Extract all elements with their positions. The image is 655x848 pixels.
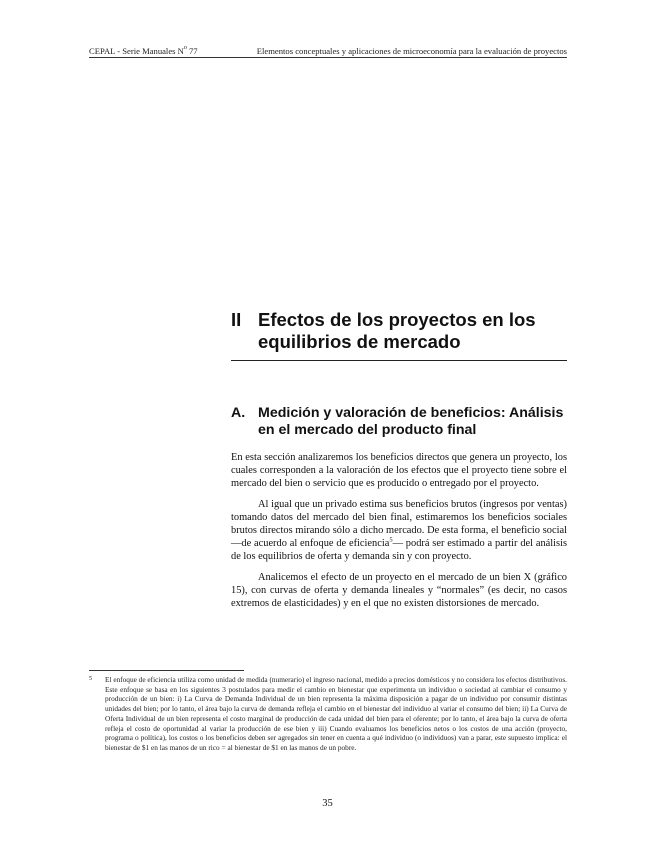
section-title: Medición y valoración de beneficios: Análisis en el mercado del producto final [258,405,564,438]
paragraph-3: Analicemos el efecto de un proyecto en el mercado de un bien X (gráfico 15), con curvas de oferta y demanda lineales y “normales” (es decir, no casos extremos de elasticidades) y en el que no existen distorsiones de mercado. [231,571,567,610]
footnote-divider [89,670,244,671]
section-letter: A. [231,405,246,421]
page-number: 35 [322,798,333,809]
header-book-title: Elementos conceptuales y aplicaciones de microeconomía para la evaluación de proyectos [256,46,567,56]
footnote-reference[interactable]: 5 [389,536,393,544]
header-series: CEPAL - Serie Manuales $N^o$ 77 [89,45,198,56]
paragraph-1: En esta sección analizaremos los beneficios directos que genera un proyecto, los cuales corresponden a la valoración de los efectos que el proyecto tiene sobre el mercado del bien o servicio que es producido o entregado por el proyecto. [231,452,567,490]
running-header [89,46,567,58]
chapter-title: Efectos de los proyectos en los equilibrios de mercado [258,309,536,352]
paragraph-2: Al igual que un privado estima sus beneficios brutos (ingresos por ventas) tomando datos del mercado del bien final, estimaremos los beneficios sociales brutos directos mirando sólo a dicho mercado. De esta forma, el beneficio social —de acuerdo al enfoque de eficiencia$^5$— podrá ser estimado a partir del análisis de los equilibrios de oferta y demanda sin y con proyecto. [231,498,567,563]
chapter-number: II [231,309,242,330]
footnote-text: El enfoque de eficiencia utiliza como unidad de medida (numerario) el ingreso nacional, medido a precios domésticos y no considera los efectos distributivos. Este enfoque se basa en los siguientes 3 postulados para medir el cambio en bienestar que experimenta un individuo o sociedad al cambiar el consumo y producción de un bien: i) La Curva de Demanda Individual de un bien representa la máxima disposición a pagar de un individuo por consumir distintas unidades del bien; por lo tanto, el área bajo la curva de demanda refleja el cambio en el bienestar del individuo al variar el consumo del bien; ii) La Curva de Oferta Individual de un bien representa el costo marginal de producción de cada unidad del bien para el oferente; por lo tanto, el área bajo la curva de oferta refleja el costo de oportunidad al variar la producción de ese bien y iii) Cuando evaluamos los beneficios netos o los costos de una acción (proyecto, programa o política), los costos o los beneficios deben ser agregados sin tener en cuenta a qué individuo (o individuos) van a parar, este supuesto implica: el bienestar de $1 en las manos de un rico = al bienestar de $1 en las manos de un pobre. [105,675,567,752]
footnote-number: 5 [89,676,92,682]
chapter-divider [231,360,567,361]
footnote [89,675,567,753]
body-text [231,451,567,617]
